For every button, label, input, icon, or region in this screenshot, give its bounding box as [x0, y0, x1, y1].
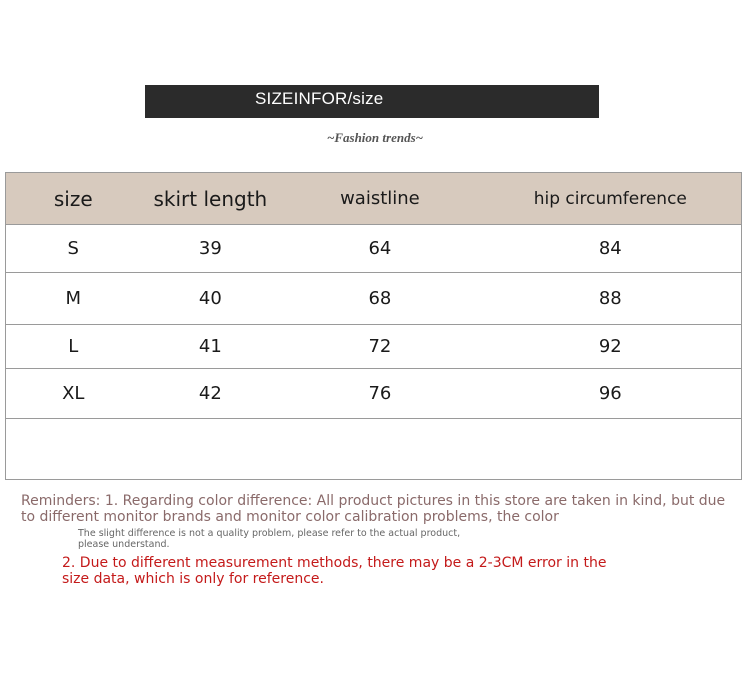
hip-cell: 92	[480, 325, 742, 369]
reminder-small-note: The slight difference is not a quality problem, please refer to the actual product, please understand.	[78, 528, 461, 550]
column-header-size: size	[6, 173, 141, 225]
table-row	[6, 325, 742, 369]
column-header-hip-circumference: hip circumference	[480, 173, 742, 225]
table-row	[6, 273, 742, 325]
size-table	[5, 172, 742, 480]
empty-cell	[6, 419, 742, 480]
skirt-length-cell: 42	[141, 369, 281, 419]
column-header-skirt-length: skirt length	[141, 173, 281, 225]
waistline-cell: 68	[280, 273, 479, 325]
waistline-cell: 64	[280, 225, 479, 273]
skirt-length-cell: 40	[141, 273, 281, 325]
reminder-color-difference: Reminders: 1. Regarding color difference: All product pictures in this store are taken in kind, but due to different monitor brands and monitor color calibration problems, the color	[21, 493, 726, 525]
table-header-row	[6, 173, 742, 225]
waistline-cell: 76	[280, 369, 479, 419]
size-cell: XL	[6, 369, 141, 419]
size-cell: S	[6, 225, 141, 273]
waistline-cell: 72	[280, 325, 479, 369]
page-title: SIZEINFOR/size	[255, 89, 384, 108]
table-row	[6, 369, 742, 419]
skirt-length-cell: 41	[141, 325, 281, 369]
table-row	[6, 225, 742, 273]
skirt-length-cell: 39	[141, 225, 281, 273]
column-header-waistline: waistline	[280, 173, 479, 225]
table-empty-row	[6, 419, 742, 480]
hip-cell: 84	[480, 225, 742, 273]
subtitle: ~Fashion trends~	[326, 130, 424, 145]
title-bar	[145, 85, 599, 118]
reminder-measurement-error: 2. Due to different measurement methods, there may be a 2-3CM error in the size data, which is only for reference.	[62, 555, 607, 587]
hip-cell: 88	[480, 273, 742, 325]
size-cell: M	[6, 273, 141, 325]
size-cell: L	[6, 325, 141, 369]
hip-cell: 96	[480, 369, 742, 419]
